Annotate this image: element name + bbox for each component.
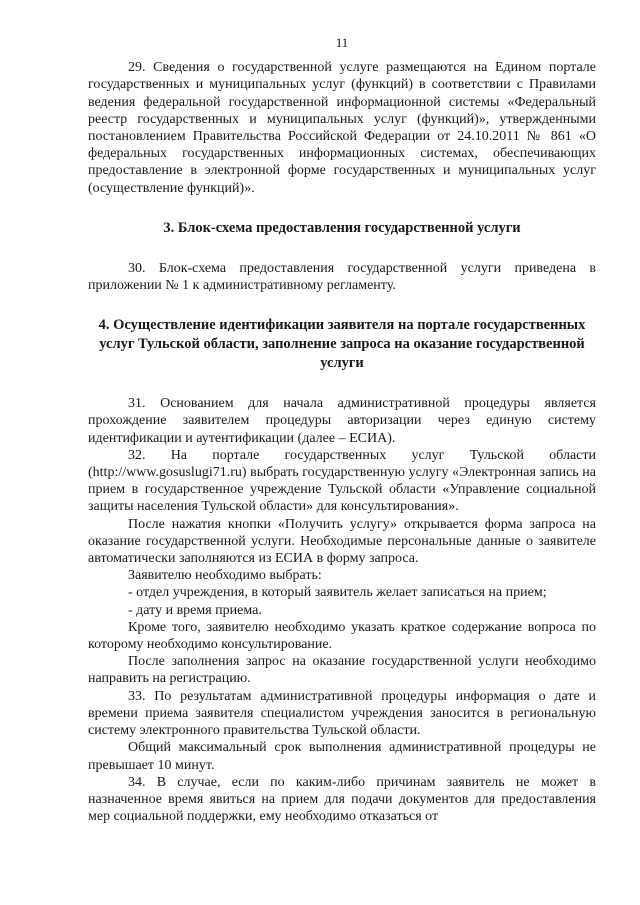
paragraph-besides: Кроме того, заявителю необходимо указать краткое содержание вопроса по которому необходимо консультирование. [88,619,596,653]
paragraph-33: 33. По результатам административной процедуры информация о дате и времени приема заявителя специалистом учреждения заносится в региональную систему электронного правительства Тульской области. [88,688,596,739]
paragraph-30: 30. Блок-схема предоставления государственной услуги приведена в приложении № 1 к административному регламенту. [88,260,596,294]
paragraph-total-time: Общий максимальный срок выполнения административной процедуры не превышает 10 минут. [88,740,596,773]
page-number: 11 [335,35,349,50]
list-item-datetime: - дату и время приема. [128,602,262,618]
paragraph-button: После нажатия кнопки «Получить услугу» открывается форма запроса на оказание государственной услуги. Необходимые персональные данные о заявителе автоматически заполняются из ЕСИА в форму запроса. [88,516,596,567]
paragraph-29: 29. Сведения о государственной услуге размещаются на Едином портале государственных и муниципальных услуг (функций) в соответствии с Правилами ведения федеральной государственной информационной системы «Федеральный реестр государственных и муниципальных услуг (функций)», утвержденными постановлением Правительства Российской Федерации от 24.10.2011 № 861 «О федеральных государственных информационных системах, обеспечивающих предоставление в электронной форме государственных и муниципальных услуг (осуществление функций)». [88,60,596,196]
paragraph-34: 34. В случае, если по каким-либо причинам заявитель не может в назначенное время явиться на прием для подачи документов для предоставления мер социальной поддержки, ему необходимо отказаться от [88,774,596,825]
list-item-department: - отдел учреждения, в который заявитель желает записаться на прием; [128,585,547,601]
section-heading-3: 3. Блок-схема предоставления государственной услуги [163,219,521,236]
paragraph-31: 31. Основанием для начала административной процедуры является прохождение заявителем процедуры авторизации через единую систему идентификации и аутентификации (далее – ЕСИА). [88,396,596,446]
section-heading-4: 4. Осуществление идентификации заявителя на портале государственных услуг Тульской области, заполнение запроса на оказание государственной услуги [98,317,586,372]
paragraph-after: После заполнения запрос на оказание государственной услуги необходимо направить на регистрацию. [88,654,596,687]
paragraph-32: 32. На портале государственных услуг Тульской области (http://www.gosuslugi71.ru) выбрать государственную услугу «Электронная запись на прием в государственное учреждение Тульской области «Управление социальной защиты населения Тульской области» для консультирования». [88,447,596,515]
paragraph-choose: Заявителю необходимо выбрать: [128,568,322,584]
